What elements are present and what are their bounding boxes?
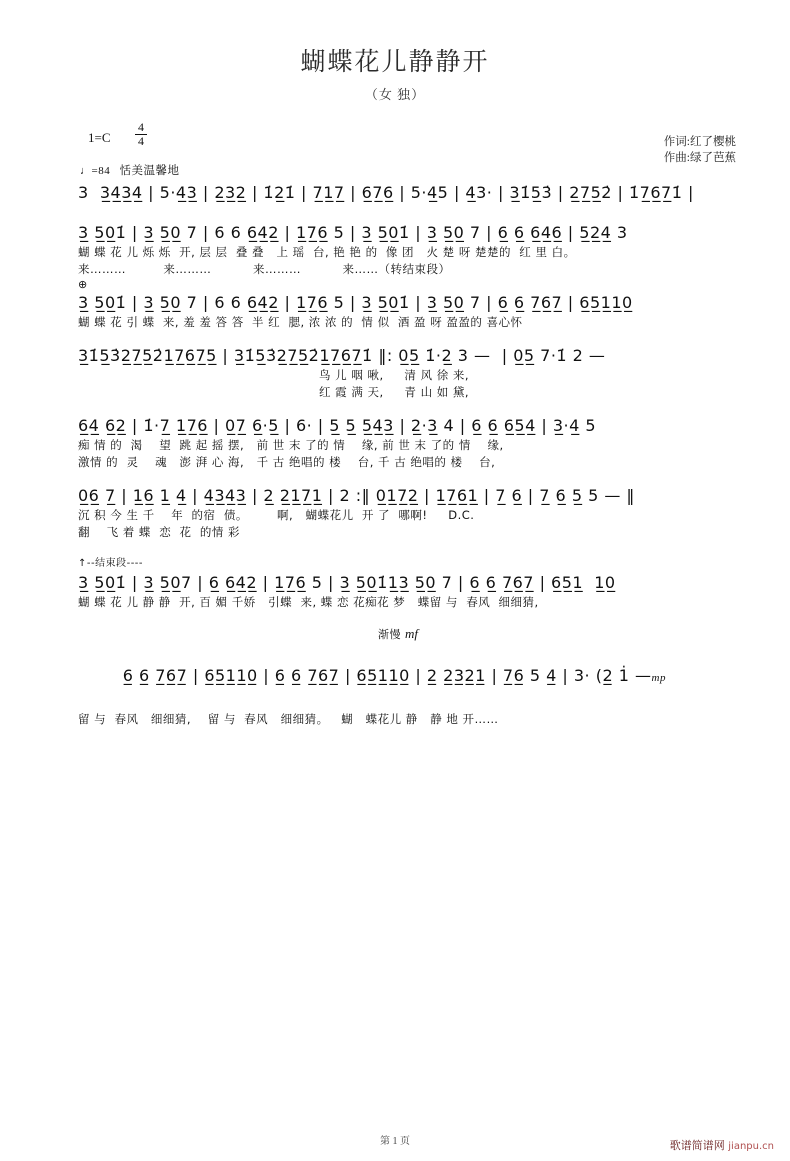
notation-line: 3̲ 5̲0̲1̇ | 3̲ 5̲0̲7 | 6̲ 6̲4̲2̲ | 1̲7̲6̲ 5 | 3̲ 5̲0̲1̇1̲3̲ 5̲0̲ 7 | 6̲ 6̲ 7̲6̲7̲ | 6̲5̲1̲ 1̲0̲ (78, 573, 616, 592)
music-system-pre-chorus (0, 485, 790, 541)
segno-icon: ⊕ (78, 279, 88, 291)
lyricist-credit: 作词:红了樱桃 (663, 136, 736, 148)
notation-line: 6̲4̲ 6̲2̲ | 1̇·7̲ 1̲7̲6̲ | 0̲7̲ 6̲·5̲ | 6· | 5̲ 5̲ 5̲4̲3̲ | 2̲·3̲ 4 | 6̲ 6̲ 6̲5̲4̲ | 3̲·4̲ 5 (78, 416, 597, 435)
tempo-value: ♩=84 (80, 165, 111, 177)
dynamic-mp: mp (651, 672, 666, 684)
watermark-en: jianpu.cn (728, 1141, 774, 1152)
lyric-line-2: 翻 飞 着 蝶 恋 花 的情 彩 (78, 525, 241, 539)
sheet-music-page (0, 42, 790, 1161)
music-system-verse-2 (0, 279, 790, 331)
lyric-line-2: 激情 的 灵 魂 澎 湃 心 海, 千 古 绝唱的 楼 台, 千 古 绝唱的 楼 台, (78, 455, 496, 469)
lyric-line-1: 鸟 儿 咽 啾, 清 风 徐 来, (78, 368, 470, 382)
music-system-verse-1 (0, 222, 790, 278)
notation-line: 3̲ 5̲0̲1̇ | 3̲ 5̲0̲ 7 | 6 6 6̲4̲2̲ | 1̲7̲6̲ 5 | 3̲ 5̲0̲1̇ | 3̲ 5̲0̲ 7 | 6̲ 6̲ 7̲6̲7̲ | 6̲5̲1̲1̲0̲ (78, 293, 633, 312)
lyric-line-1: 蝴 蝶 花 引 蝶 来, 羞 羞 答 答 半 红 腮, 浓 浓 的 情 似 酒 盈 呀 盈盈的 喜心怀 (78, 315, 523, 329)
notation-text: 6̲ 6̲ 7̲6̲7̲ | 6̲5̲1̲1̲0̲ | 6̲ 6̲ 7̲6̲7̲ | 6̲5̲1̲1̲0̲ | 2̲ 2̲3̲2̲1̲ | 7̲6̲ 5 4̲ | 3· (2̲ 1̇ — (122, 666, 652, 685)
time-signature-numerator: 4 (138, 120, 144, 134)
lyric-line-2: 红 霞 满 天, 青 山 如 黛, (78, 385, 470, 399)
page-title: 蝴蝶花儿静静开 (300, 47, 490, 76)
music-system-bridge (0, 415, 790, 471)
time-signature-denominator: 4 (138, 134, 144, 148)
key-signature: 1=C (88, 130, 111, 145)
notation-line: 3 3̲4̲3̲4̲ | 5·4̲3̲ | 2̲3̲2̲ | 1̇2̲1̇ | 7̲1̲7̲ | 6̲7̲6̲ | 5·4̲5 | 4̲3· | 3̲1̇5̲3̇ | 2̲7̲5̲2̇ | 1̇7̲6̲7̲1̇ | (78, 183, 694, 202)
page-subtitle: （女 独） (364, 87, 426, 102)
site-watermark (670, 1137, 774, 1153)
notation-line: 3̲ 5̲0̲1̇ | 3̲ 5̲0̲ 7 | 6 6 6̲4̲2̲ | 1̲7̲6̲ 5 | 3̲ 5̲0̲1̇ | 3̲ 5̲0̲ 7 | 6̲ 6̲ 6̲4̲6̲ | 5̲2̲4̲ 3 (78, 223, 628, 242)
page-number: 第 1 页 (380, 1136, 410, 1147)
notation-line: 0̲6̲ 7̲ | 1̲6̲ 1̲ 4̲ | 4̲3̲4̲3̲ | 2̲ 2̲1̲7̲1̲ | 2 :‖ 0̲1̲7̲2̲ | 1̲7̲6̲1̲ | 7̲ 6̲ | 7̲ 6̲ 5̲ 5 — ‖ (78, 486, 635, 505)
composer-credit: 作曲:绿了芭蕉 (663, 152, 736, 164)
lyric-line-2: 来……… 来……… 来……… 来……（转结束段） (78, 262, 451, 276)
lyric-line-1: 痴 情 的 渴 望 跳 起 摇 摆, 前 世 末 了的 情 缘, 前 世 末 了的 情 缘, (78, 438, 504, 452)
notation-line (78, 643, 738, 711)
dynamic-mf: mf (405, 626, 418, 641)
ritardando-marking: 渐慢 (378, 628, 401, 641)
mood-marking: 恬美温馨地 (119, 165, 180, 177)
lyric-line-1: 沉 积 今 生 千 年 的宿 债。 啊, 蝴蝶花儿 开 了 哪啊! D.C. (78, 508, 475, 522)
lyric-line-1: 蝴 蝶 花 儿 烁 烁 开, 层 层 叠 叠 上 瑶 台, 艳 艳 的 像 团 火 楚 呀 楚楚的 红 里 白。 (78, 245, 576, 259)
time-signature (135, 122, 147, 147)
notation-line: 3̲1̇5̲3̇2̲7̲5̲2̇1̲7̲6̲7̲5̲ | 3̲1̇5̲3̇2̲7̲5̲2̇1̲7̲6̲7̲1̇ ‖: 0̲5̲ 1̇·2̲ 3 — | 0̲5̲ 7·1̇ 2 — (78, 346, 606, 365)
music-system-interlude (0, 345, 790, 401)
music-system-intro (0, 182, 790, 204)
credits (664, 134, 736, 166)
music-system-final (0, 625, 790, 728)
music-system-coda (0, 555, 790, 611)
lyric-line-1: 留 与 春风 细细猜, 留 与 春风 细细猜。 蝴 蝶花儿 静 静 地 开…… (78, 712, 499, 726)
watermark-cn: 歌谱简谱网 (669, 1139, 725, 1152)
lyric-line-1: 蝴 蝶 花 儿 静 静 开, 百 媚 千娇 引蝶 来, 蝶 恋 花痴花 梦 蝶留 与 春风 细细猜, (78, 595, 539, 609)
tempo-marking (80, 162, 179, 178)
coda-section-marker: ↑--结束段---- (78, 558, 144, 569)
